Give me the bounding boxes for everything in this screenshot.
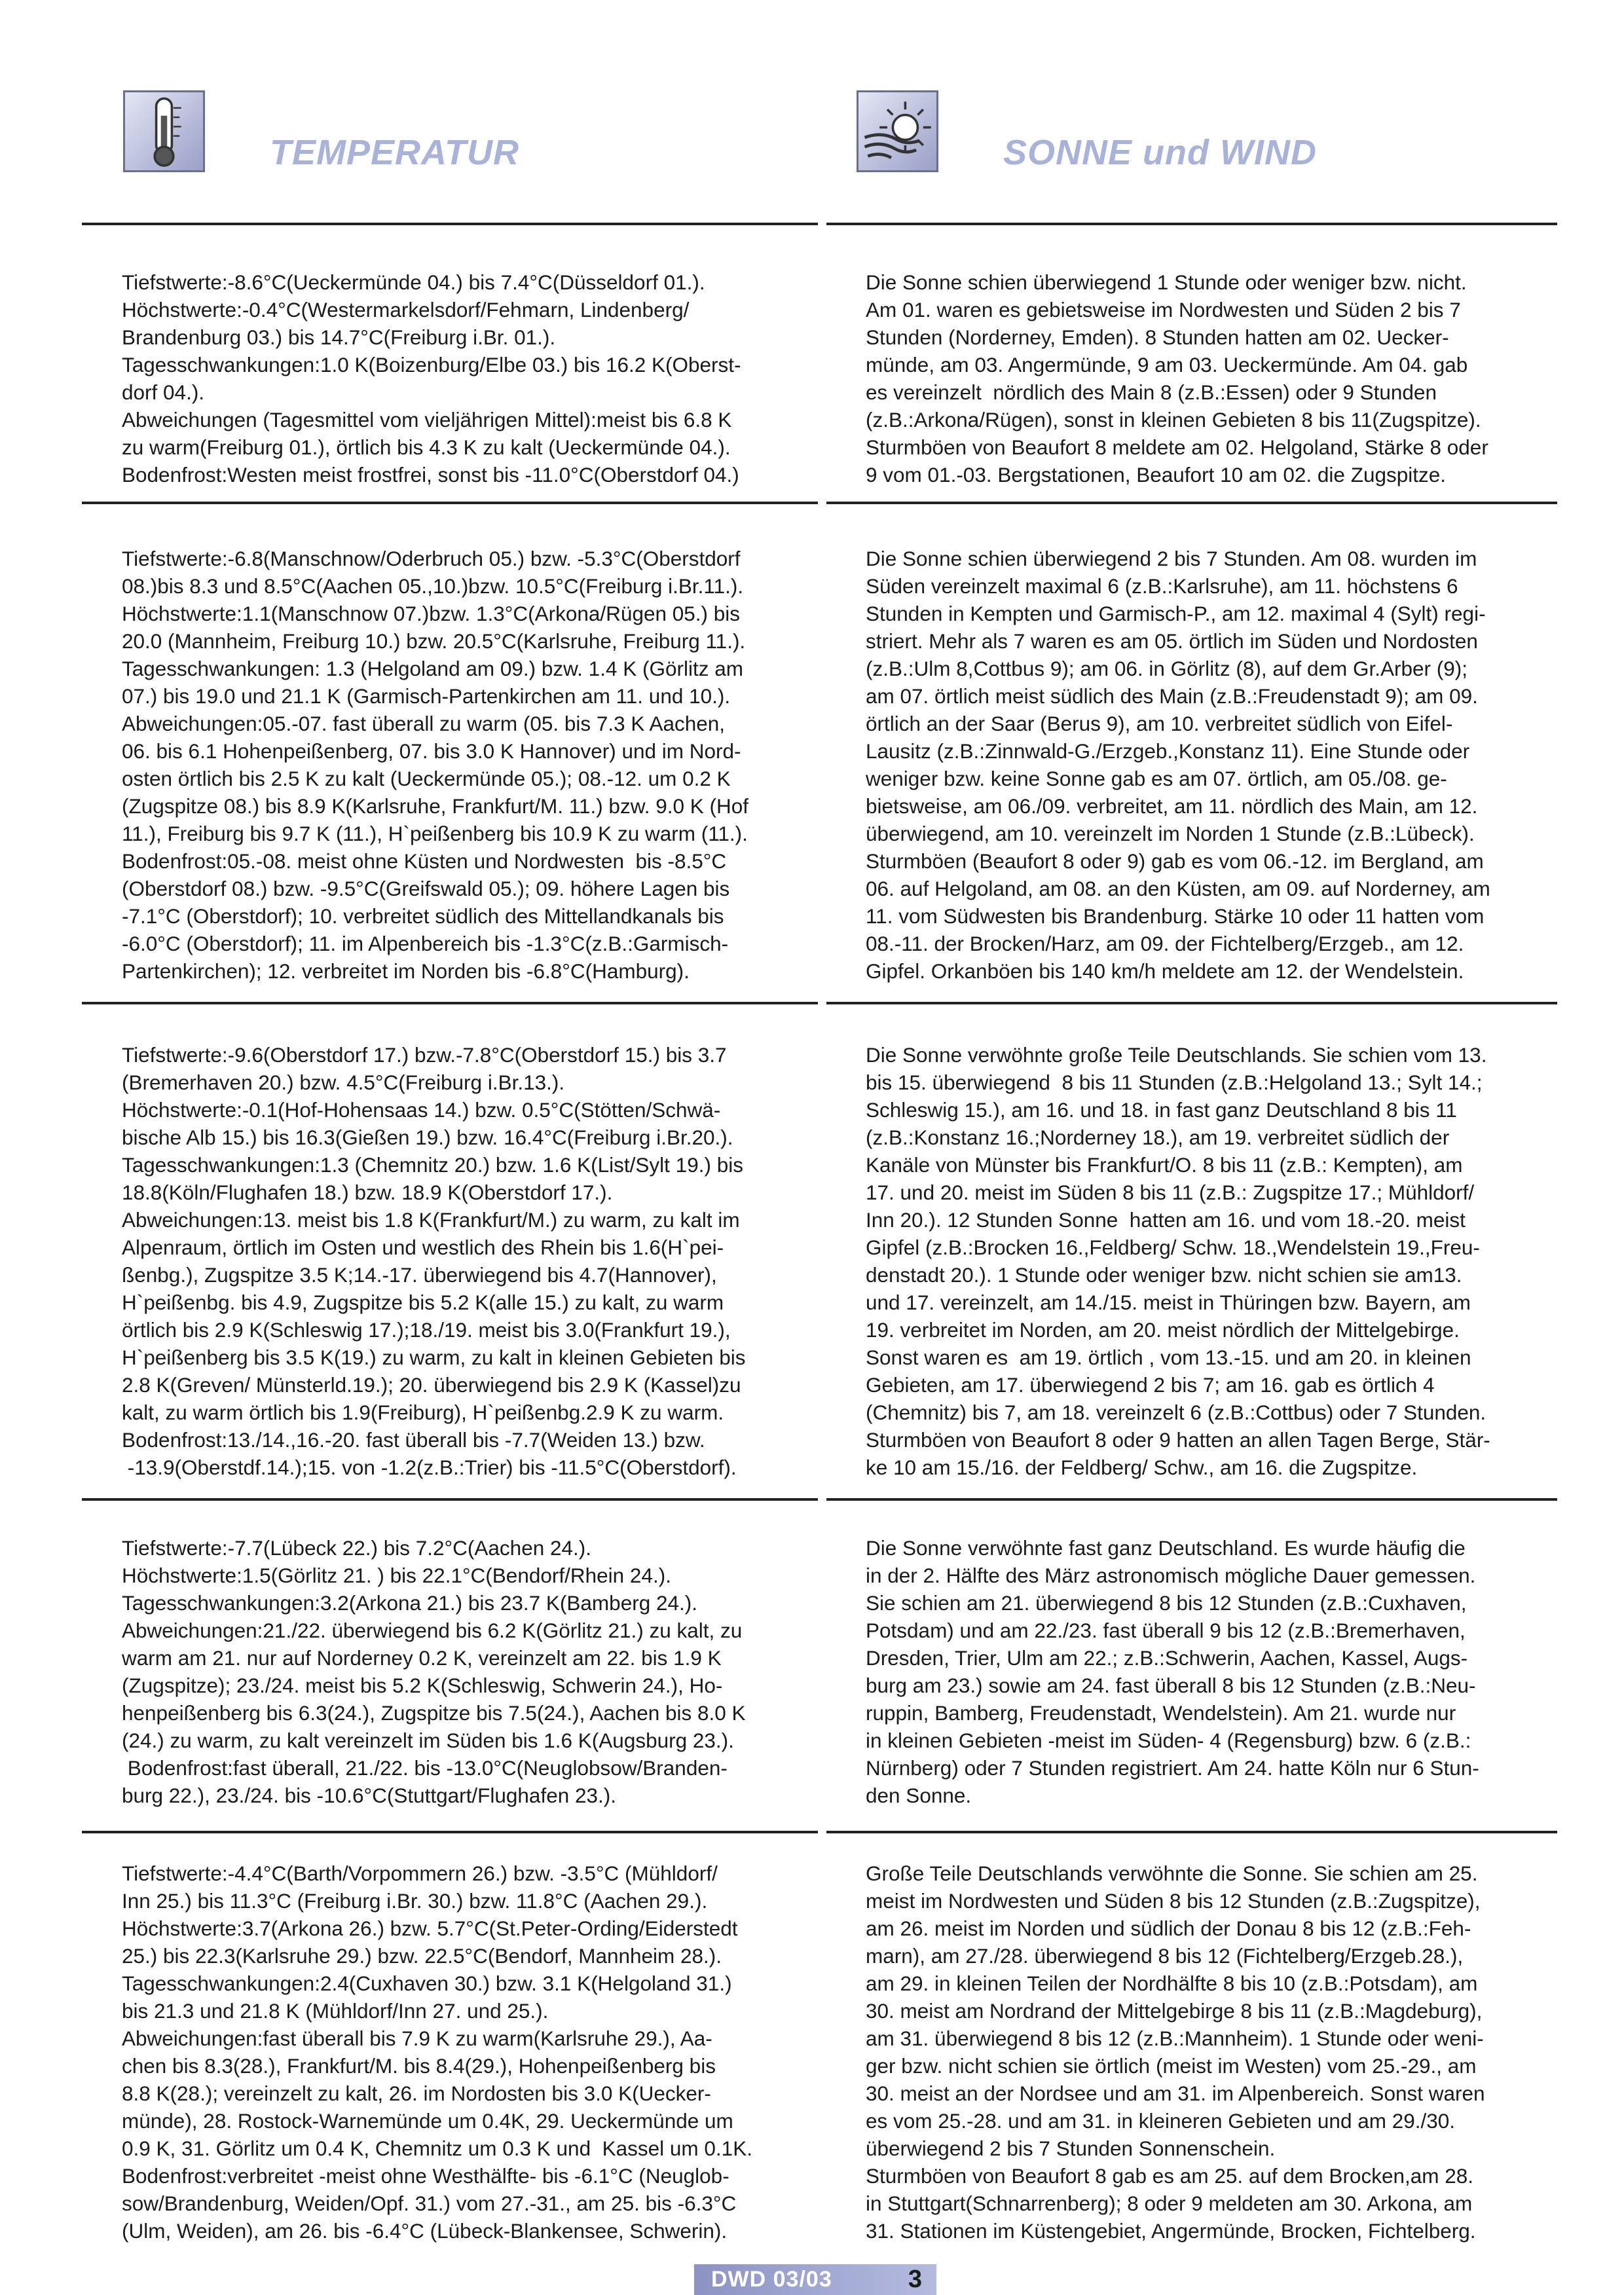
temperature-text-1: Tiefstwerte:-8.6°C(Ueckermünde 04.) bis 7.4°C(Düsseldorf 01.). Höchstwerte:-0.4°C(Westermarkelsdorf/Fehmarn, Lindenberg/ Brandenburg 03.) bis 14.7°C(Freiburg i.Br. 01.). Tagesschwankungen:1.0 K(Boizenburg/Elbe 03.) bis 16.2 K(Oberst- dorf 04.). Abweichungen (Tagesmittel vom vieljährigen Mittel):meist bis 6.8 K zu warm(Freiburg 01.), örtlich bis 4.3 K zu kalt (Ueckermünde 04.). Bodenfrost:Westen meist frostfrei, sonst bis -11.0°C(Oberstdorf 04.) [122,270,741,487]
divider-left-3 [82,1498,818,1501]
divider-left-1 [82,502,818,504]
sun-wind-icon [857,90,938,172]
divider-left-2 [82,1002,818,1004]
divider-right-2 [826,1002,1557,1004]
sun-wind-title: SONNE und WIND [1003,133,1317,172]
sun-wind-text-5: Große Teile Deutschlands verwöhnte die Sonne. Sie schien am 25. meist im Nordwesten und Süden 8 bis 12 Stunden (z.B.:Zugspitze), am 26. meist im Norden und südlich der Donau 8 bis 12 (z.B.:Feh- marn), am 27./28. überwiegend 8 bis 12 (Fichtelberg/Erzgeb.28.), am 29. in kleinen Teilen der Nordhälfte 8 bis 10 (z.B.:Potsdam), am 30. meist am Nordrand der Mittelgebirge 8 bis 11 (z.B.:Magdeburg), am 31. überwiegend 8 bis 12 (z.B.:Mannheim). 1 Stunde oder weni- ger bzw. nicht schien sie örtlich (meist im Westen) vom 25.-29., am 30. meist an der Nordsee und am 31. im Alpenbereich. Sonst waren es vom 25.-28. und am 31. in kleineren Gebieten und am 29./30. überwiegend 2 bis 7 Stunden Sonnenschein. Sturmböen von Beaufort 8 gab es am 25. auf dem Brocken,am 28. in Stuttgart(Schnarrenberg); 8 oder 9 meldeten am 30. Arkona, am 31. Stationen im Küstengebiet, Angermünde, Brocken, Fichtelberg. [866,1862,1485,2243]
temperature-title: TEMPERATUR [270,133,519,172]
divider-right-4 [826,1831,1557,1833]
divider-right-1 [826,502,1557,504]
page-number: 3 [908,2266,922,2293]
sun-wind-text-2: Die Sonne schien überwiegend 2 bis 7 Stunden. Am 08. wurden im Süden vereinzelt maximal 6 (z.B.:Karlsruhe), am 11. höchstens 6 Stunden in Kempten und Garmisch-P., am 12. maximal 4 (Sylt) regi- striert. Mehr als 7 waren es am 05. örtlich im Süden und Nordosten (z.B.:Ulm 8,Cottbus 9); am 06. in Görlitz (8), auf dem Gr.Arber (9); am 07. örtlich meist südlich des Main (z.B.:Freudenstadt 9); am 09. örtlich an der Saar (Berus 9), am 10. verbreitet südlich von Eifel- Lausitz (z.B.:Zinnwald-G./Erzgeb.,Konstanz 11). Eine Stunde oder weniger bzw. keine Sonne gab es am 07. örtlich, am 05./08. ge- bietsweise, am 06./09. verbreitet, am 11. nördlich des Main, am 12. überwiegend, am 10. vereinzelt im Norden 1 Stunde (z.B.:Lübeck). Sturmböen (Beaufort 8 oder 9) gab es vom 06.-12. im Bergland, am 06. auf Helgoland, am 08. an den Küsten, am 09. auf Norderney, am 11. vom Südwesten bis Brandenburg. Stärke 10 oder 11 hatten vom 08.-11. der Brocken/Harz, am 09. der Fichtelberg/Erzgeb., am 12. Gipfel. Orkanböen bis 140 km/h meldete am 12. der Wendelstein. [866,547,1490,983]
footer-badge [694,2264,936,2295]
divider-right-0 [826,223,1557,225]
temperature-text-4: Tiefstwerte:-7.7(Lübeck 22.) bis 7.2°C(Aachen 24.). Höchstwerte:1.5(Görlitz 21. ) bis 22.1°C(Bendorf/Rhein 24.). Tagesschwankungen:3.2(Arkona 21.) bis 23.7 K(Bamberg 24.). Abweichungen:21./22. überwiegend bis 6.2 K(Görlitz 21.) zu kalt, zu warm am 21. nur auf Norderney 0.2 K, vereinzelt am 22. bis 1.9 K (Zugspitze); 23./24. meist bis 5.2 K(Schleswig, Schwerin 24.), Ho- henpeißenberg bis 6.3(24.), Zugspitze bis 7.5(24.), Aachen bis 8.0 K (24.) zu warm, zu kalt vereinzelt im Süden bis 1.6 K(Augsburg 23.). Bodenfrost:fast überall, 21./22. bis -13.0°C(Neuglobsow/Branden- burg 22.), 23./24. bis -10.6°C(Stuttgart/Flughafen 23.). [122,1536,746,1807]
divider-left-0 [82,223,818,225]
sun-wind-text-4: Die Sonne verwöhnte fast ganz Deutschland. Es wurde häufig die in der 2. Hälfte des März astronomisch mögliche Dauer gemessen. Sie schien am 21. überwiegend 8 bis 12 Stunden (z.B.:Cuxhaven, Potsdam) und am 22./23. fast überall 9 bis 12 (z.B.:Bremerhaven, Dresden, Trier, Ulm am 22.; z.B.:Schwerin, Aachen, Kassel, Augs- burg am 23.) sowie am 24. fast überall 8 bis 12 Stunden (z.B.:Neu- ruppin, Bamberg, Freudenstadt, Wendelstein). Am 21. wurde nur in kleinen Gebieten -meist im Süden- 4 (Regensburg) bzw. 6 (z.B.: Nürnberg) oder 7 Stunden registriert. Am 24. hatte Köln nur 6 Stun- den Sonne. [866,1536,1479,1807]
thermometer-icon [123,90,205,172]
temperature-text-5: Tiefstwerte:-4.4°C(Barth/Vorpommern 26.) bzw. -3.5°C (Mühldorf/ Inn 25.) bis 11.3°C (Freiburg i.Br. 30.) bzw. 11.8°C (Aachen 29.). Höchstwerte:3.7(Arkona 26.) bzw. 5.7°C(St.Peter-Ording/Eiderstedt 25.) bis 22.3(Karlsruhe 29.) bzw. 22.5°C(Bendorf, Mannheim 28.). Tagesschwankungen:2.4(Cuxhaven 30.) bzw. 3.1 K(Helgoland 31.) bis 21.3 und 21.8 K (Mühldorf/Inn 27. und 25.). Abweichungen:fast überall bis 7.9 K zu warm(Karlsruhe 29.), Aa- chen bis 8.3(28.), Frankfurt/M. bis 8.4(29.), Hohenpeißenberg bis 8.8 K(28.); vereinzelt zu kalt, 26. im Nordosten bis 3.0 K(Uecker- münde), 28. Rostock-Warnemünde um 0.4K, 29. Ueckermünde um 0.9 K, 31. Görlitz um 0.4 K, Chemnitz um 0.3 K und Kassel um 0.1K. Bodenfrost:verbreitet -meist ohne Westhälfte- bis -6.1°C (Neuglob- sow/Brandenburg, Weiden/Opf. 31.) vom 27.-31., am 25. bis -6.3°C (Ulm, Weiden), am 26. bis -6.4°C (Lübeck-Blankensee, Schwerin). [122,1862,752,2243]
sun-wind-text-3: Die Sonne verwöhnte große Teile Deutschlands. Sie schien vom 13. bis 15. überwiegend 8 bis 11 Stunden (z.B.:Helgoland 13.; Sylt 14.; Schleswig 15.), am 16. und 18. in fast ganz Deutschland 8 bis 11 (z.B.:Konstanz 16.;Norderney 18.), am 19. verbreitet südlich der Kanäle von Münster bis Frankfurt/O. 8 bis 11 (z.B.: Kempten), am 17. und 20. meist im Süden 8 bis 11 (z.B.: Zugspitze 17.; Mühldorf/ Inn 20.). 12 Stunden Sonne hatten am 16. und vom 18.-20. meist Gipfel (z.B.:Brocken 16.,Feldberg/ Schw. 18.,Wendelstein 19.,Freu- denstadt 20.). 1 Stunde oder weniger bzw. nicht schien sie am13. und 17. vereinzelt, am 14./15. meist in Thüringen bzw. Bayern, am 19. verbreitet im Norden, am 20. meist nördlich der Mittelgebirge. Sonst waren es am 19. örtlich , vom 13.-15. und am 20. in kleinen Gebieten, am 17. überwiegend 2 bis 7; am 16. gab es örtlich 4 (Chemnitz) bis 7, am 18. vereinzelt 6 (z.B.:Cottbus) oder 7 Stunden. Sturmböen von Beaufort 8 oder 9 hatten an allen Tagen Berge, Stär- ke 10 am 15./16. der Feldberg/ Schw., am 16. die Zugspitze. [866,1043,1490,1479]
temperature-text-3: Tiefstwerte:-9.6(Oberstdorf 17.) bzw.-7.8°C(Oberstdorf 15.) bis 3.7 (Bremerhaven 20.) bzw. 4.5°C(Freiburg i.Br.13.). Höchstwerte:-0.1(Hof-Hohensaas 14.) bzw. 0.5°C(Stötten/Schwä- bische Alb 15.) bis 16.3(Gießen 19.) bzw. 16.4°C(Freiburg i.Br.20.). Tagesschwankungen:1.3 (Chemnitz 20.) bzw. 1.6 K(List/Sylt 19.) bis 18.8(Köln/Flughafen 18.) bzw. 18.9 K(Oberstdorf 17.). Abweichungen:13. meist bis 1.8 K(Frankfurt/M.) zu warm, zu kalt im Alpenraum, örtlich im Osten und westlich des Rhein bis 1.6(H`pei- ßenbg.), Zugspitze 3.5 K;14.-17. überwiegend bis 4.7(Hannover), H`peißenbg. bis 4.9, Zugspitze bis 5.2 K(alle 15.) zu kalt, zu warm örtlich bis 2.9 K(Schleswig 17.);18./19. meist bis 3.0(Frankfurt 19.), H`peißenberg bis 3.5 K(19.) zu warm, zu kalt in kleinen Gebieten bis 2.8 K(Greven/ Münsterld.19.); 20. überwiegend bis 2.9 K (Kassel)zu kalt, zu warm örtlich bis 1.9(Freiburg), H`peißenbg.2.9 K zu warm. Bodenfrost:13./14.,16.-20. fast überall bis -7.7(Weiden 13.) bzw. -13.9(Oberstdf.14.);15. von -1.2(z.B.:Trier) bis -11.5°C(Oberstdorf). [122,1043,746,1479]
divider-right-3 [826,1498,1557,1501]
sun-wind-text-1: Die Sonne schien überwiegend 1 Stunde oder weniger bzw. nicht. Am 01. waren es gebietsweise im Nordwesten und Süden 2 bis 7 Stunden (Norderney, Emden). 8 Stunden hatten am 02. Uecker- münde, am 03. Angermünde, 9 am 03. Ueckermünde. Am 04. gab es vereinzelt nördlich des Main 8 (z.B.:Essen) oder 9 Stunden (z.B.:Arkona/Rügen), sonst in kleinen Gebieten 8 bis 11(Zugspitze). Sturmböen von Beaufort 8 meldete am 02. Helgoland, Stärke 8 oder 9 vom 01.-03. Bergstationen, Beaufort 10 am 02. die Zugspitze. [866,270,1488,487]
temperature-text-2: Tiefstwerte:-6.8(Manschnow/Oderbruch 05.) bzw. -5.3°C(Oberstdorf 08.)bis 8.3 und 8.5°C(Aachen 05.,10.)bzw. 10.5°C(Freiburg i.Br.11.). Höchstwerte:1.1(Manschnow 07.)bzw. 1.3°C(Arkona/Rügen 05.) bis 20.0 (Mannheim, Freiburg 10.) bzw. 20.5°C(Karlsruhe, Freiburg 11.). Tagesschwankungen: 1.3 (Helgoland am 09.) bzw. 1.4 K (Görlitz am 07.) bis 19.0 und 21.1 K (Garmisch-Partenkirchen am 11. und 10.). Abweichungen:05.-07. fast überall zu warm (05. bis 7.3 K Aachen, 06. bis 6.1 Hohenpeißenberg, 07. bis 3.0 K Hannover) und im Nord- osten örtlich bis 2.5 K zu kalt (Ueckermünde 05.); 08.-12. um 0.2 K (Zugspitze 08.) bis 8.9 K(Karlsruhe, Frankfurt/M. 11.) bzw. 9.0 K (Hof 11.), Freiburg bis 9.7 K (11.), H`peißenberg bis 10.9 K zu warm (11.). Bodenfrost:05.-08. meist ohne Küsten und Nordwesten bis -8.5°C (Oberstdorf 08.) bzw. -9.5°C(Greifswald 05.); 09. höhere Lagen bis -7.1°C (Oberstdorf); 10. verbreitet südlich des Mittellandkanals bis -6.0°C (Oberstdorf); 11. im Alpenbereich bis -1.3°C(z.B.:Garmisch- Partenkirchen); 12. verbreitet im Norden bis -6.8°C(Hamburg). [122,547,749,983]
footer-label: DWD 03/03 [711,2267,832,2292]
divider-left-4 [82,1831,818,1833]
